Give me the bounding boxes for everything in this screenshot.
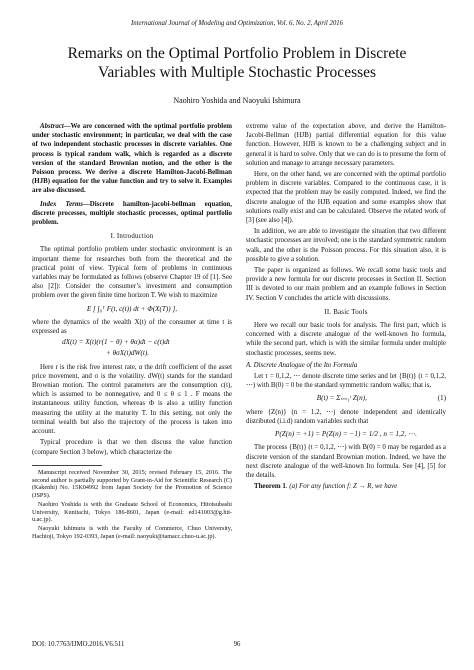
footnote-rule: [32, 465, 102, 466]
tools-paragraph-4: The process {B(t)} (t = 0,1,2, ⋯) with B(0) = 0 may be regarded as a discrete version of the standard Brownian motion. Indeed, we have the next discrete analogue of the well-known Ito formula. See [4], [5] for the details.: [246, 444, 446, 479]
equation-probability: P(Z(n) = +1) = P(Z(n) = −1) = 1/2 , n = 1,2, ⋯.: [275, 430, 417, 439]
journal-header: International Journal of Modeling and Optimization, Vol. 6, No. 2, April 2016: [130, 20, 344, 27]
section-heading-introduction: I. Introduction: [110, 233, 154, 241]
theorem-1: [246, 482, 446, 491]
equation-wealth-line-2: + θσX(t)dW(t).: [106, 349, 150, 358]
abstract-text: —We are concerned with the optimal portfolio problem under stochastic environment; in particular, we deal with the case of two independent stochastic processes in discrete variables. One process is typical random walk, which is regarded as a discrete version of the standard Brownian motion, and the other is the Poisson process. We derive a discrete Hamilton-Jacobi-Bellman (HJB) equation for the value function and try to solve it. Examples are also discussed.: [32, 123, 232, 195]
intro-paragraph-3: Here r is the risk free interest rate, α the drift coefficient of the asset price movement, and σ is the volatility. dW(t) stands for the standard Brownian motion. The control parameters are the consumption c(t), which is assumed to be nonnegative, and 0 ≤ θ ≤ 1 . F means the instantaneous utility function, whereas Φ is also a utility function measuring the utility at the maturity T. In this setting, not only the terminal wealth but also the trajectory of the process is taken into account.: [32, 363, 232, 436]
right-paragraph-1: extreme value of the expectation above, and derive the Hamilton-Jacobi-Bellman (HJB) partial differential equation for this value function. However, HJB is known to be a challenging subject and in general it is hard to solve. Only that we can do is to presume the form of solution and manage to arrange necessary parameters.: [246, 123, 446, 167]
right-paragraph-2: Here, on the other hand, we are concerned with the optimal portfolio problem in discrete variables. Compared to the continuous case, it is expected that the problem may be easily computed. Indeed, we find the discrete analogue of the HJB equation and some examples show that solutions really exist and can be calculated. Observe the related work of [3] (see also [4]).: [246, 171, 446, 225]
intro-paragraph-1: The optimal portfolio problem under stochastic environment is an important theme for researches both from the theoretical and the practical point of view. Typical form of problems in continuous variables may be formulated as follows (observe Chapter 19 of [1]. See also [2]): Consider the consumer’s investment and consumption problem over the given finite time horizon T. We wish to maximize: [32, 246, 232, 300]
equation-maximize: E [ ∫₀ᵀ F(t, c(t)) dt + Φ(X(T)) ],: [86, 304, 178, 313]
theorem-1-label: Theorem 1: [254, 483, 286, 491]
abstract-label: Abstract: [40, 123, 64, 130]
index-terms-text: —Discrete hamilton-jacobi-bellman equation, discrete processes, multiple stochastic processes, optimal portfolio problem.: [32, 200, 232, 227]
right-paragraph-4: The paper is organized as follows. We recall some basic tools and provide a new formula for our discrete processes in Section II. Section III is devoted to our main problem and an example follows in Section IV. Section V concludes the article with discussions.: [246, 267, 446, 302]
footer-doi: DOI: 10.7763/IJMO.2016.V6.511: [32, 641, 125, 648]
intro-paragraph-4: Typical procedure is that we then discuss the value function (compare Section 3 below), which characterize the: [32, 439, 232, 456]
index-terms: [32, 200, 232, 228]
index-terms-label: Index Terms: [40, 200, 83, 208]
theorem-1-text: . (a) For any function f: Z → R, we have: [285, 483, 398, 491]
tools-paragraph-1: Here we recall our basic tools for analysis. The first part, which is concerned with a discrete analogue of the well-known Ito formula, while the second part, which is with the similar formula under multiple stochastic processes, seems new.: [246, 322, 446, 357]
tools-paragraph-3: where {Z(n)} (n = 1,2, ⋯) denote independent and identically distributed (i.i.d) random variables such that: [246, 408, 446, 425]
section-heading-basic-tools: II. Basic Tools: [324, 308, 368, 316]
equation-1-number: (1): [437, 394, 446, 403]
footnote-author-1: Naohiro Yoshida is with the Graduate School of Economics, Hitotsubashi University, Kunitachi, Tokyo 186-8601, Japan (e-mail: ed141003@g.hit-u.ac.jp).: [32, 500, 232, 524]
left-column: [32, 122, 232, 627]
right-paragraph-3: In addition, we are able to investigate the situation that two different stochastic processes are involved; one is the standard symmetric random walk, and the other is the Poisson process. For this situation also, it is possible to give a solution.: [246, 228, 446, 263]
right-column: [246, 122, 446, 632]
footer-page-number: 96: [233, 641, 241, 648]
equation-1-row: [246, 394, 446, 403]
paper-title: Remarks on the Optimal Portfolio Problem in Discrete Variables with Multiple Stochastic Processes: [67, 45, 407, 81]
footnote-author-2: Naoyuki Ishimura is with the Faculty of Commerce, Chuo University, Hachioji, Tokyo 192-0393, Japan (e-mail: naoyuki@tamacc.chuo-u.ac.jp).: [32, 525, 232, 541]
footnote-manuscript: Manuscript received November 30, 2015; revised February 15, 2016. The second author is partially supported by Grant-in-Aid for Scientific Research (C) (Kakenhi) No. 15K04992 from Japan Society for the Promotion of Science (JSPS).: [32, 468, 232, 500]
subsection-heading-ito: A. Discrete Analogue of the Ito Formula: [246, 361, 358, 369]
equation-1: B(t) = Σₙ₌₁ᵗ Z(n),: [316, 394, 367, 403]
tools-paragraph-2: Let τ = 0,1,2, ⋯ denote discrete time series and let {B(t)} (t = 0,1,2, ⋯) with B(0) = 0 be the standard symmetric random walks; that is,: [246, 373, 446, 390]
equation-wealth-line-1: dX(t) = X(t)(r(1 − θ) + θα)dt − c(t)dt: [62, 338, 170, 347]
paper-authors: Naohiro Yoshida and Naoyuki Ishimura: [173, 96, 301, 105]
abstract: [32, 122, 232, 196]
intro-paragraph-2: where the dynamics of the wealth X(t) of the consumer at time t is expressed as: [32, 318, 232, 336]
